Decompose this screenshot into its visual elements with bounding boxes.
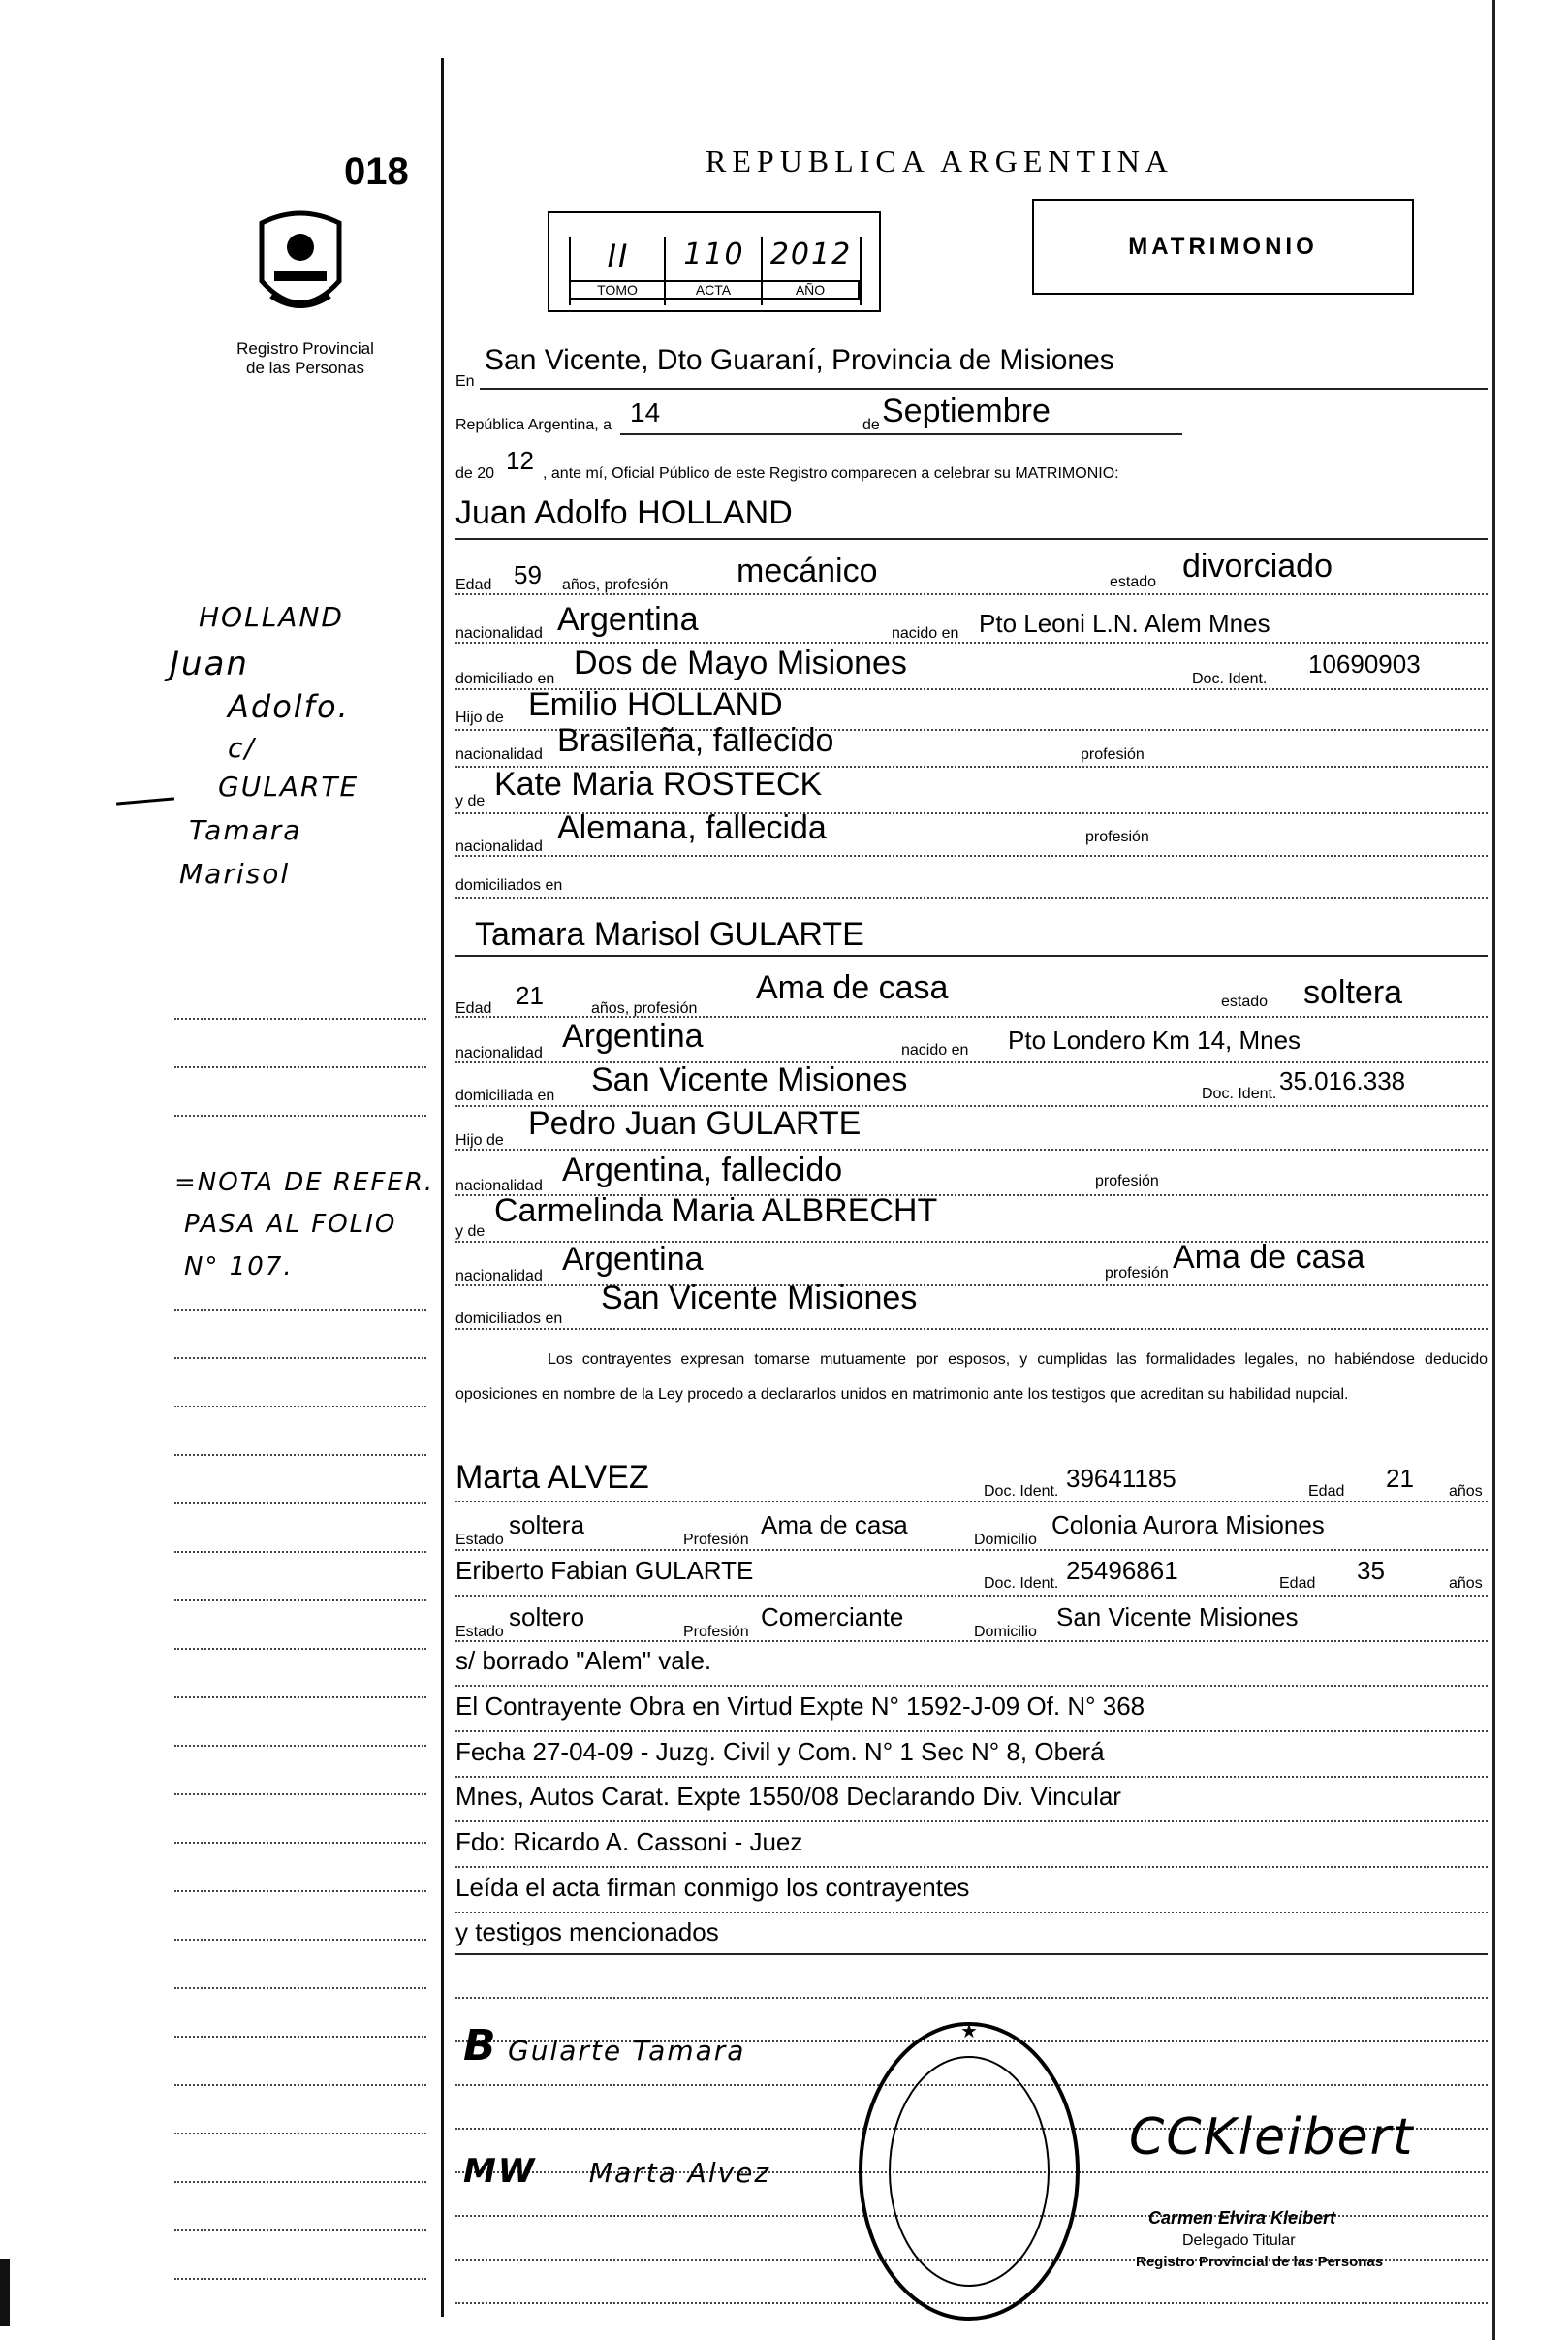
rule <box>455 1730 1488 1732</box>
witness1-name: Marta ALVEZ <box>455 1459 649 1496</box>
witness2-profesion-label: Profesión <box>683 1624 749 1640</box>
bride-father-nationality: Argentina, fallecido <box>562 1152 843 1188</box>
rule <box>174 1309 426 1311</box>
rule <box>455 1685 1488 1687</box>
bride-domicile: San Vicente Misiones <box>591 1061 908 1098</box>
bride-birthplace: Pto Londero Km 14, Mnes <box>1008 1026 1301 1055</box>
record-ano <box>761 237 862 305</box>
bride-mother-nationality: Argentina <box>562 1241 704 1278</box>
observation-line: Mnes, Autos Carat. Expte 1550/08 Declarando Div. Vincular <box>455 1782 1121 1811</box>
bride-nat-label: nacionalidad <box>455 1045 543 1061</box>
rule <box>174 1890 426 1892</box>
bride-father-nat-label: nacionalidad <box>455 1178 543 1194</box>
witness-sig-text: Marta Alvez <box>588 2157 771 2189</box>
bride-civil-status: soltera <box>1303 974 1403 1011</box>
rule <box>455 1820 1488 1822</box>
groom-father-prof-label: profesión <box>1081 746 1145 763</box>
bride-signature <box>463 2021 745 2071</box>
groom-father-label: Hijo de <box>455 710 504 726</box>
bride-dom-label: domiciliada en <box>455 1088 555 1104</box>
acta-label: ACTA <box>664 280 763 300</box>
rule <box>455 642 1488 644</box>
rule <box>174 1987 426 1989</box>
margin-name-note: Tamara <box>189 814 302 846</box>
bride-doc-label: Doc. Ident. <box>1202 1086 1277 1102</box>
reference-note-line: =NOTA DE REFER. <box>174 1168 435 1197</box>
groom-mother-prof-label: profesión <box>1085 829 1149 845</box>
bride-estado-label: estado <box>1221 994 1269 1010</box>
svg-text:★: ★ <box>960 2019 978 2042</box>
bride-mother-profession: Ama de casa <box>1173 1239 1365 1276</box>
rule <box>455 897 1488 899</box>
declaration-text <box>455 1343 1488 1412</box>
witness1-profesion: Ama de casa <box>761 1510 908 1539</box>
groom-profession: mecánico <box>737 553 878 589</box>
witness2-domicilio: San Vicente Misiones <box>1056 1602 1299 1631</box>
witness1-domicilio: Colonia Aurora Misiones <box>1051 1510 1325 1539</box>
rule <box>174 1793 426 1795</box>
rule <box>174 1939 426 1941</box>
record-tomo <box>569 237 666 305</box>
bride-parents-domicile: San Vicente Misiones <box>601 1280 918 1316</box>
witness1-estado-label: Estado <box>455 1532 504 1548</box>
rule <box>174 1115 426 1117</box>
bride-mother: Carmelinda Maria ALBRECHT <box>494 1192 938 1229</box>
rule <box>174 1696 426 1698</box>
tomo-label: TOMO <box>569 280 666 300</box>
bride-father-label: Hijo de <box>455 1132 504 1149</box>
official-signature: CCKleibert <box>1129 2108 1415 2166</box>
bride-edad-label: Edad <box>455 1000 492 1017</box>
rule <box>174 1842 426 1844</box>
rule <box>174 1599 426 1601</box>
witness1-edad-label: Edad <box>1308 1483 1345 1500</box>
act-type-label: MATRIMONIO <box>1128 233 1318 260</box>
witness1-doc-label: Doc. Ident. <box>984 1483 1059 1500</box>
groom-father: Emilio HOLLAND <box>528 686 783 723</box>
rule <box>620 433 1182 435</box>
declaration-body: Los contrayentes expresan tomarse mutuamente por esposos, y cumplidas las formalidades legales, no habiéndose deducido oposiciones en nombre de la Ley procedo a declararlos unidos en matrimonio ante los testigos que acreditan su habilidad nupcial. <box>455 1351 1488 1403</box>
ano-value: 2012 <box>769 237 853 271</box>
groom-doc-number: 10690903 <box>1308 649 1421 679</box>
rule <box>455 1595 1488 1597</box>
rule <box>174 1066 426 1068</box>
bride-father-prof-label: profesión <box>1095 1173 1159 1189</box>
rule <box>455 955 1488 957</box>
witness-sig-mark-icon: MW <box>463 2152 537 2191</box>
margin-name-note: HOLLAND <box>199 601 344 633</box>
groom-birthplace: Pto Leoni L.N. Alem Mnes <box>979 609 1270 638</box>
republic-label: República Argentina, a <box>455 417 612 433</box>
witness1-age: 21 <box>1386 1464 1414 1493</box>
groom-father-nat-label: nacionalidad <box>455 746 543 763</box>
acta-value: 110 <box>683 237 745 271</box>
groom-nacido-label: nacido en <box>892 625 959 642</box>
groom-doc-label: Doc. Ident. <box>1192 671 1268 687</box>
witness1-domicilio-label: Domicilio <box>974 1532 1037 1548</box>
witness2-doc-label: Doc. Ident. <box>984 1575 1059 1592</box>
bride-father: Pedro Juan GULARTE <box>528 1105 862 1142</box>
rule <box>455 1866 1488 1868</box>
place-value: San Vicente, Dto Guaraní, Provincia de Misiones <box>485 344 1114 376</box>
witness2-estado-label: Estado <box>455 1624 504 1640</box>
bride-sig-text: Gularte Tamara <box>508 2035 746 2067</box>
groom-father-nationality: Brasileña, fallecido <box>557 722 834 759</box>
groom-mother-nationality: Alemana, fallecida <box>557 809 827 846</box>
margin-name-note: GULARTE <box>218 771 360 803</box>
bride-mother-label: y de <box>455 1223 486 1240</box>
bride-doc-number: 35.016.338 <box>1279 1066 1406 1095</box>
margin-name-note: c/ <box>228 732 256 764</box>
reference-note-line: PASA AL FOLIO <box>184 1210 397 1239</box>
groom-estado-label: estado <box>1110 574 1157 590</box>
bride-nationality: Argentina <box>562 1018 704 1055</box>
witness1-profesion-label: Profesión <box>683 1532 749 1548</box>
rule <box>480 388 1488 390</box>
intro-text: , ante mí, Oficial Público de este Registro comparecen a celebrar su MATRIMONIO: <box>543 465 1119 482</box>
margin-divider <box>441 58 444 2317</box>
groom-name: Juan Adolfo HOLLAND <box>455 494 793 531</box>
groom-civil-status: divorciado <box>1182 548 1333 585</box>
observation-line: Leída el acta firman conmigo los contrayentes <box>455 1873 970 1902</box>
groom-nat-label: nacionalidad <box>455 625 543 642</box>
observation-line: Fecha 27-04-09 - Juzg. Civil y Com. N° 1 Sec N° 8, Oberá <box>455 1737 1105 1766</box>
rule <box>174 1357 426 1359</box>
witness1-estado: soltera <box>509 1510 585 1539</box>
bride-parents-dom-label: domiciliados en <box>455 1311 563 1327</box>
country-title: REPUBLICA ARGENTINA <box>706 143 1174 178</box>
registry-name-line1: Registro Provincial <box>236 339 374 358</box>
witness2-anos-label: años <box>1449 1575 1483 1592</box>
reference-note-line: N° 107. <box>184 1252 294 1281</box>
bride-age: 21 <box>516 981 544 1010</box>
witness1-anos-label: años <box>1449 1483 1483 1500</box>
witness1-doc: 39641185 <box>1066 1464 1176 1493</box>
de20-label: de 20 <box>455 465 495 482</box>
rule <box>174 1648 426 1650</box>
groom-mother: Kate Maria ROSTECK <box>494 766 823 803</box>
rule <box>455 1997 1488 1999</box>
witness2-edad-label: Edad <box>1279 1575 1316 1592</box>
rule <box>455 1912 1488 1913</box>
rule <box>455 855 1488 857</box>
groom-age: 59 <box>514 560 542 589</box>
observation-line: Fdo: Ricardo A. Cassoni - Juez <box>455 1827 803 1856</box>
margin-name-note: Juan <box>170 645 249 683</box>
observation-line: s/ borrado "Alem" vale. <box>455 1646 712 1675</box>
groom-edad-label: Edad <box>455 577 492 593</box>
rule <box>174 1018 426 1020</box>
record-box <box>548 211 881 312</box>
bride-profession: Ama de casa <box>756 969 949 1006</box>
rule <box>174 1502 426 1504</box>
witness2-name: Eriberto Fabian GULARTE <box>455 1556 754 1585</box>
rule <box>455 593 1488 595</box>
bride-nacido-label: nacido en <box>901 1042 969 1059</box>
witness2-doc: 25496861 <box>1066 1556 1178 1585</box>
month-value: Septiembre <box>882 393 1051 429</box>
official-title: Delegado Titular <box>1182 2232 1296 2249</box>
rule <box>174 2036 426 2038</box>
rule <box>174 2181 426 2183</box>
rule <box>174 1551 426 1553</box>
year-suffix-value: 12 <box>506 446 534 475</box>
rule <box>455 1501 1488 1502</box>
official-name: Carmen Elvira Kleibert <box>1148 2208 1336 2228</box>
official-org: Registro Provincial de las Personas <box>1136 2254 1384 2270</box>
rule <box>174 2084 426 2086</box>
groom-domicile: Dos de Mayo Misiones <box>574 645 907 681</box>
groom-mother-nat-label: nacionalidad <box>455 838 543 855</box>
observation-line: El Contrayente Obra en Virtud Expte N° 1592-J-09 Of. N° 368 <box>455 1692 1145 1721</box>
registry-seal-icon <box>247 204 354 330</box>
witness2-age: 35 <box>1357 1556 1385 1585</box>
groom-anos-label: años, profesión <box>562 577 669 593</box>
bride-mother-nat-label: nacionalidad <box>455 1268 543 1284</box>
rule <box>455 1953 1488 1955</box>
rule <box>455 1328 1488 1330</box>
day-value: 14 <box>630 397 661 427</box>
rule <box>455 1776 1488 1778</box>
margin-name-note: Marisol <box>179 858 291 890</box>
official-seal-icon <box>853 2016 1085 2326</box>
de-label: de <box>862 417 880 433</box>
folio-number: 018 <box>344 150 409 193</box>
groom-dom-label: domiciliado en <box>455 671 555 687</box>
ano-label: AÑO <box>761 280 860 300</box>
rule <box>174 1745 426 1747</box>
bride-anos-label: años, profesión <box>591 1000 698 1017</box>
bride-sig-mark-icon: B <box>463 2021 498 2071</box>
bride-name: Tamara Marisol GULARTE <box>475 916 864 953</box>
groom-parents-dom-label: domiciliados en <box>455 877 563 894</box>
en-label: En <box>455 373 475 390</box>
rule <box>455 1149 1488 1151</box>
act-type-box <box>1032 199 1414 295</box>
margin-name-note: Adolfo. <box>228 688 350 725</box>
groom-mother-label: y de <box>455 793 486 809</box>
rule <box>174 2133 426 2134</box>
rule <box>455 538 1488 540</box>
page-edge-right <box>1492 0 1495 2340</box>
registry-name-line2: de las Personas <box>246 359 364 377</box>
margin-dash-mark <box>116 797 174 805</box>
tomo-value: II <box>607 237 630 274</box>
observation-line: y testigos mencionados <box>455 1917 719 1946</box>
witness2-profesion: Comerciante <box>761 1602 904 1631</box>
rule <box>455 1640 1488 1642</box>
groom-nationality: Argentina <box>557 601 699 638</box>
rule <box>174 2229 426 2231</box>
rule <box>174 1406 426 1407</box>
record-acta <box>664 237 763 305</box>
page-edge-left <box>0 2259 10 2326</box>
registry-name <box>194 339 417 378</box>
bride-mother-prof-label: profesión <box>1105 1265 1169 1281</box>
rule <box>174 1454 426 1456</box>
witness2-domicilio-label: Domicilio <box>974 1624 1037 1640</box>
rule <box>455 1549 1488 1551</box>
witness2-estado: soltero <box>509 1602 585 1631</box>
witness-signature <box>463 2152 770 2191</box>
rule <box>174 2278 426 2280</box>
